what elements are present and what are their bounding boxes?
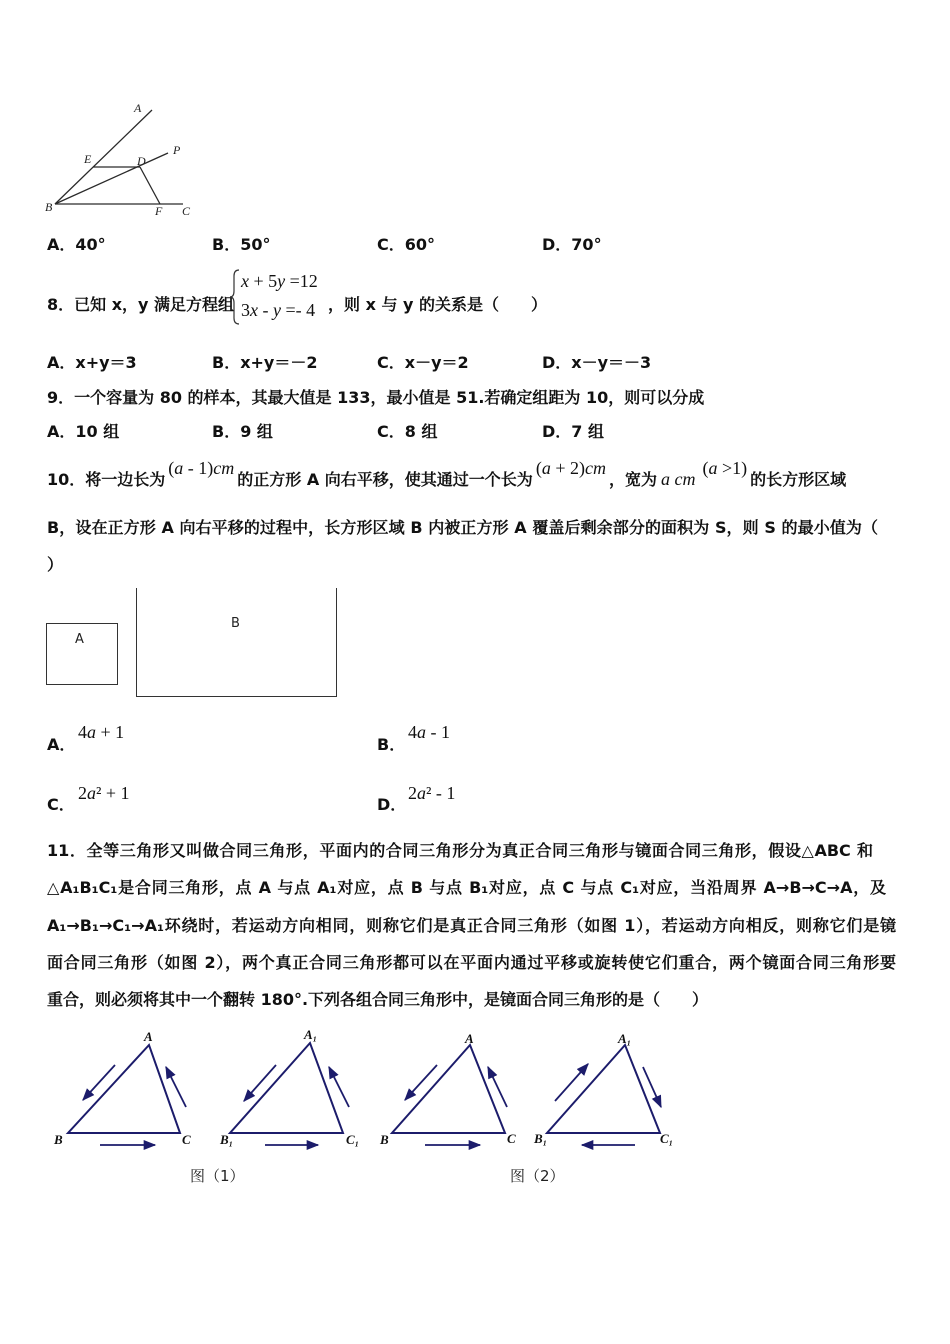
q8-option-d bbox=[542, 352, 651, 374]
q10-option-c-key: C． bbox=[47, 795, 75, 814]
label-c1-t2: C₁ bbox=[346, 1132, 360, 1147]
label-f: F bbox=[155, 204, 163, 218]
q8-equation-1: x + 5y =12 bbox=[241, 271, 318, 291]
q10-stem-line-3: ） bbox=[47, 555, 64, 574]
option-key: A． bbox=[47, 422, 76, 441]
option-key: B． bbox=[212, 353, 241, 372]
q10-option-d-key: D． bbox=[377, 795, 407, 814]
segment-df bbox=[140, 167, 160, 204]
arrow-ab-fig2 bbox=[405, 1065, 437, 1100]
q8-option-a bbox=[47, 352, 137, 374]
caption-figure-2: 图（2） bbox=[510, 1167, 565, 1185]
q8-option-b bbox=[212, 352, 318, 374]
label-a1-t4: A₁ bbox=[618, 1031, 632, 1046]
label-b: B bbox=[45, 200, 53, 214]
caption-figure-1: 图（1） bbox=[190, 1167, 245, 1185]
brace-path bbox=[230, 270, 239, 324]
q11-line-5: 重合，则必须将其中一个翻转 180°.下列各组合同三角形中，是镜面合同三角形的是（ ） bbox=[47, 990, 709, 1009]
option-key: C． bbox=[377, 235, 405, 254]
label-b-t3: B bbox=[380, 1132, 389, 1147]
q8-stem-before: 8．已知 x，y 满足方程组 bbox=[47, 295, 235, 314]
option-value: 40° bbox=[75, 235, 106, 254]
label-c1-t4: C₁ bbox=[660, 1131, 674, 1146]
option-value: 70° bbox=[571, 235, 602, 254]
option-key: D． bbox=[542, 422, 572, 441]
option-value: 8 组 bbox=[404, 422, 438, 441]
option-value: 7 组 bbox=[571, 422, 605, 441]
arrow-ab-fig1 bbox=[83, 1065, 115, 1100]
label-a-t3: A bbox=[465, 1031, 474, 1046]
q10-stem-line-2: B，设在正方形 A 向右平移的过程中，长方形区域 B 内被正方形 A 覆盖后剩余部分的面积为 S，则 S 的最小值为（ bbox=[47, 518, 878, 537]
square-a-label: A bbox=[75, 632, 84, 647]
label-b1-t4: B₁ bbox=[534, 1131, 548, 1146]
q7-geometry-figure bbox=[40, 98, 205, 223]
ray-bp bbox=[55, 153, 168, 204]
q11-triangles-figure bbox=[40, 1025, 690, 1157]
arrow-ca-fig2 bbox=[488, 1067, 507, 1107]
label-a: A bbox=[134, 101, 142, 115]
label-c: C bbox=[182, 204, 191, 218]
label-d: D bbox=[137, 154, 146, 168]
q10-option-b-key: B． bbox=[377, 735, 406, 754]
q8-stem-after: ，则 x 与 y 的关系是（ ） bbox=[328, 295, 548, 314]
q9-option-c bbox=[377, 421, 437, 443]
option-value: 50° bbox=[240, 235, 271, 254]
q9-stem: 9．一个容量为 80 的样本，其最大值是 133，最小值是 51.若确定组距为 10，则可以分成 bbox=[47, 388, 705, 407]
q10-stem-part-2: 的正方形 A 向右平移，使其通过一个长为 bbox=[237, 470, 533, 489]
q10-option-a-key: A． bbox=[47, 735, 76, 754]
q8-option-c bbox=[377, 352, 469, 374]
q7-option-a bbox=[47, 234, 106, 256]
option-value: x+y＝3 bbox=[75, 353, 137, 372]
option-key: A． bbox=[47, 235, 76, 254]
option-key: D． bbox=[542, 353, 572, 372]
q7-option-d bbox=[542, 234, 602, 256]
q9-option-b bbox=[212, 421, 273, 443]
triangle-abc-fig2 bbox=[392, 1045, 505, 1133]
q9-option-a bbox=[47, 421, 119, 443]
label-e: E bbox=[84, 152, 92, 166]
label-c-t3: C bbox=[507, 1131, 516, 1146]
triangle-a1b1c1-fig1 bbox=[230, 1043, 343, 1133]
q7-option-c bbox=[377, 234, 435, 256]
label-b1-t2: B₁ bbox=[220, 1132, 234, 1147]
triangle-abc-fig1 bbox=[68, 1045, 180, 1133]
arrow-a1c1-fig2 bbox=[643, 1067, 661, 1107]
q8-equation-2: 3x - y =- 4 bbox=[241, 300, 316, 320]
length-expr: (a + 2)cm bbox=[535, 458, 606, 478]
q10-option-c-expr: 2a² + 1 bbox=[78, 783, 130, 803]
q10-stem-part-3: ，宽为 bbox=[608, 470, 657, 489]
q10-stem-part-1: 10．将一边长为 bbox=[47, 470, 166, 489]
option-value: 60° bbox=[404, 235, 436, 254]
rectangle-b-label: B bbox=[231, 616, 240, 631]
option-key: A． bbox=[47, 353, 76, 372]
q11-line-2: △A₁B₁C₁是合同三角形，点 A 与点 A₁对应，点 B 与点 B₁对应，点 C 与点 C₁对应，当沿周界 A→B→C→A，及 bbox=[47, 878, 886, 897]
rectangle-b bbox=[136, 588, 337, 697]
q11-line-4: 面合同三角形（如图 2），两个真正合同三角形都可以在平面内通过平移或旋转使它们重合，两个镜面合同三角形要 bbox=[47, 953, 896, 972]
label-a-t1: A bbox=[144, 1029, 153, 1044]
q10-option-b-expr: 4a - 1 bbox=[408, 722, 450, 742]
option-key: C． bbox=[377, 422, 405, 441]
option-value: x+y＝－2 bbox=[240, 353, 318, 372]
option-value: x－y＝2 bbox=[404, 353, 469, 372]
q10-option-a-expr: 4a + 1 bbox=[78, 722, 125, 742]
side-length-expr: (a - 1)cm bbox=[168, 458, 235, 478]
q10-stem-part-4: 的长方形区域 bbox=[750, 470, 847, 489]
arrow-b1a1-fig2 bbox=[555, 1064, 588, 1101]
label-p: P bbox=[173, 143, 181, 157]
q11-line-3: A₁→B₁→C₁→A₁环绕时，若运动方向相同，则称它们是真正合同三角形（如图 1），若运动方向相反，则称它们是镜 bbox=[47, 916, 896, 935]
condition-expr: (a >1) bbox=[702, 458, 748, 478]
arrow-a1b1-fig1 bbox=[244, 1065, 276, 1101]
label-c-t1: C bbox=[182, 1132, 191, 1147]
q11-line-1: 11．全等三角形又叫做合同三角形，平面内的合同三角形分为真正合同三角形与镜面合同三角形，假设△ABC 和 bbox=[47, 841, 873, 860]
q9-option-d bbox=[542, 421, 604, 443]
option-key: C． bbox=[377, 353, 405, 372]
q10-option-d-expr: 2a² - 1 bbox=[408, 783, 456, 803]
option-key: B． bbox=[212, 422, 241, 441]
option-value: x－y＝－3 bbox=[571, 353, 652, 372]
q10-stem-line-1 bbox=[47, 458, 847, 490]
label-b-t1: B bbox=[54, 1132, 63, 1147]
q8-system-brace bbox=[228, 268, 242, 326]
label-a1-t2: A₁ bbox=[304, 1027, 318, 1042]
option-value: 9 组 bbox=[240, 422, 273, 441]
triangle-a1b1c1-fig2 bbox=[547, 1045, 660, 1133]
q7-option-b bbox=[212, 234, 270, 256]
width-expr: a cm bbox=[660, 469, 696, 489]
option-key: D． bbox=[542, 235, 572, 254]
option-value: 10 组 bbox=[75, 422, 120, 441]
option-key: B． bbox=[212, 235, 241, 254]
